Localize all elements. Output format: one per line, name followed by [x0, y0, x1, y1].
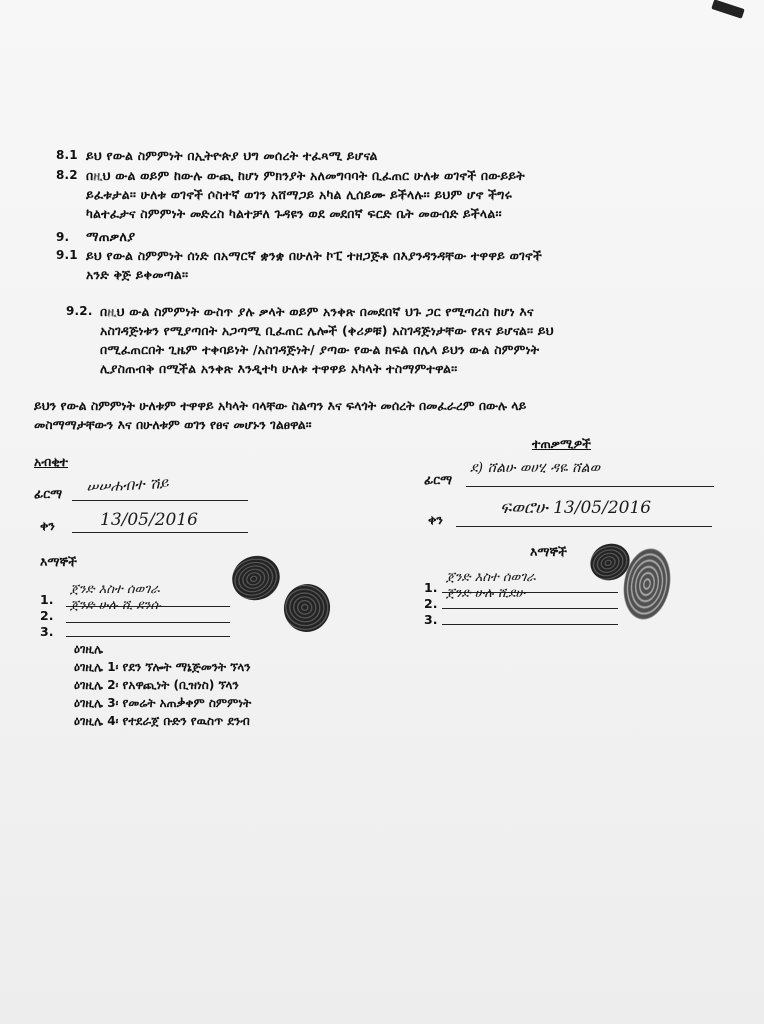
right-date-label: ቀን: [428, 512, 443, 527]
left-date-label: ቀን: [40, 518, 55, 533]
witness-handwriting: ጀንድ እስተ ሰወገራ: [70, 582, 160, 597]
witness-handwriting: ጀንድ ሁሉ ሺ ደንሱ: [70, 598, 161, 613]
clause-line: ይህ የውል ስምምነት ሰነድ በአማርኛ ቋንቋ በሁለት ኮፒ ተዘጋጅቶ በእያንዳንዳቸው ተዋዋይ ወገኖች: [86, 248, 542, 263]
witness-number: 1.: [424, 580, 438, 595]
thumbprint: [279, 579, 336, 637]
clause-line: በዚህ ውል ስምምነት ውስጥ ያሉ ቃላት ወይም አንቀጽ በመደበኛ ህጉ ጋር የሚጣረስ ከሆነ እና: [100, 304, 534, 319]
clause-9-1: [56, 246, 756, 286]
closing-statement: [34, 396, 756, 436]
witness-line: [442, 608, 618, 609]
clause-number: 9.2.: [66, 304, 93, 318]
clause-line: በሚፈጠርበት ጊዜም ተቀባይነት /አስገዳጅነት/ ያጣው የውል ክፍል በሌላ ይህን ውል ስምምነት: [100, 342, 540, 357]
clause-text: [100, 302, 758, 378]
right-signature-label: ፊርማ: [424, 472, 453, 487]
witness-handwriting: ጀንድ ሁሉ ሺደሁ: [446, 586, 525, 601]
witness-line: [442, 624, 618, 625]
clause-number: 9.1: [56, 248, 78, 262]
witness-number: 2.: [40, 608, 54, 623]
clause-number: 9.: [56, 230, 70, 244]
right-signature-handwriting: ደ) ሸልሁ ወሀሂ ዳዬ ሸልወ: [470, 460, 600, 476]
clause-9-2: [66, 302, 758, 382]
annex-title: ዕገዚሌ: [74, 642, 104, 656]
clause-line: አስገዳጅነቱን የሚያጣበት አጋጣሚ ቢፈጠር ሌሎች (ቀሪዎቹ) አስገዳጅነታቸው የጸና ይሆናል፡፡ ይህ: [100, 323, 554, 338]
closing-line: መስማማታቸውን እና በሁለቱም ወገን የፀና መሆኑን ገልፀዋል፡፡: [34, 417, 312, 432]
right-date-handwriting: ፍወሮሁ 13/05/2016: [500, 498, 652, 518]
clause-text: [86, 166, 756, 223]
witness-number: 3.: [424, 612, 438, 627]
annex-item: ዕገዚሌ 4፡ የተደራጀ ቡድን የዉስጥ ደንብ: [74, 714, 250, 728]
section-title: ማጠቃለያ: [86, 230, 136, 245]
clause-number: 8.1: [56, 148, 78, 162]
left-signature-label: ፊርማ: [34, 486, 63, 501]
clause-line: ሊያስጠብቅ በሚችል አንቀጽ እንዲተካ ሁለቱ ተዋዋይ አካላት ተስማምተዋል፡፡: [100, 361, 458, 376]
clause-text: [86, 246, 756, 284]
clause-line: ካልተፈታና ስምምነት መድረስ ካልተቻለ ጉዳዩን ወደ መደበኛ ፍርድ ቤት መውሰድ ይችላል፡፡: [86, 206, 502, 221]
left-date-line: [72, 532, 248, 533]
left-date-handwriting: 13/05/2016: [100, 510, 198, 530]
annex-item: ዕገዚሌ 3፡ የመሬት አጠቃቀም ስምምነት: [74, 696, 252, 710]
witness-line: [66, 622, 230, 623]
witness-handwriting: ጀንድ እስተ ሰወገራ: [446, 570, 536, 585]
clause-8-1: [56, 146, 746, 166]
clause-text: ይህ የውል ስምምነት በኢትዮጵያ ህግ መሰረት ተፈጻሚ ይሆናል: [86, 148, 378, 163]
scan-mark: [711, 0, 745, 19]
witness-number: 1.: [40, 592, 54, 607]
right-signature-line: [466, 486, 714, 487]
clause-line: በዚህ ውል ወይም ከውሉ ውጪ ከሆነ ምክንያት አለመግባባት ቢፈጠር ሁለቱ ወገኖች በውይይት: [86, 168, 525, 183]
right-party-title: ተጠቃሚዎች: [532, 436, 591, 451]
closing-line: ይህን የውል ስምምነት ሁለቱም ተዋዋይ አካላት ባላቸው ስልጣን እና ፍላጎት መሰረት በመፈራረም በውሉ ላይ: [34, 398, 527, 413]
thumbprint: [226, 549, 286, 607]
clause-line: ይፈቱታል፡፡ ሁለቱ ወገኖች ሶስተኛ ወገን አሸማጋይ አካል ሊሰይሙ ይችላሉ፡፡ ይህም ሆኖ ችግሩ: [86, 187, 512, 202]
clause-number: 8.2: [56, 168, 78, 182]
witness-number: 3.: [40, 624, 54, 639]
annex-item: ዕገዚሌ 2፡ የአዋጪነት (ቢዝነስ) ኘላን: [74, 678, 239, 692]
annex-item: ዕገዚሌ 1፡ የደን ኘሎት ማኔጅመንት ኘላን: [74, 660, 251, 674]
right-date-line: [456, 526, 712, 527]
section-9-heading: [56, 228, 356, 248]
left-party-title: አብቂተ: [34, 454, 68, 469]
witness-number: 2.: [424, 596, 438, 611]
left-signature-handwriting: ሠሠሐብተ ሽይ: [85, 473, 169, 497]
clause-8-2: [56, 166, 756, 226]
right-witnesses-label: እማኞች: [530, 544, 568, 559]
left-signature-line: [72, 500, 248, 501]
witness-line: [66, 636, 230, 637]
left-witnesses-label: እማኞች: [40, 554, 78, 569]
clause-line: አንድ ቅጅ ይቀመጣል፡፡: [86, 267, 189, 282]
